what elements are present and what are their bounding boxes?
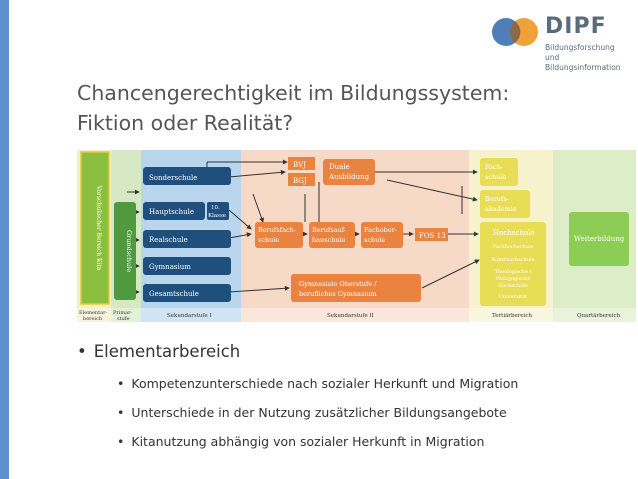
label-berufsfach-2: schule	[258, 236, 280, 244]
sector-label-primar-2: stufe	[117, 316, 130, 322]
bullet-dot-icon: •	[117, 405, 125, 420]
sector-label-tertiaer: Tertiärbereich	[492, 313, 533, 319]
bullet-sub-3	[117, 434, 484, 449]
label-klasse10-1: 10.	[211, 205, 220, 211]
diagram-svg	[77, 150, 636, 322]
slide-accent-bar	[0, 0, 9, 479]
label-klasse10-2: Klasse	[208, 213, 227, 219]
label-realschule: Realschule	[149, 236, 188, 244]
label-hauptschule: Hauptschule	[149, 208, 194, 216]
page-title	[77, 78, 597, 138]
bullet-dot-icon: •	[117, 434, 125, 449]
sector-label-sek1: Sekundarstufe I	[167, 313, 212, 319]
label-gym-oberstufe-2: berufliches Gymnasium	[299, 290, 377, 298]
box-elementar	[81, 152, 109, 304]
hochschule-item: Universität	[498, 294, 528, 300]
sector-label-sek2: Sekundarstufe II	[327, 313, 374, 319]
bullet-main	[77, 342, 240, 361]
sector-label-quartaer: Quartärbereich	[577, 313, 621, 319]
hochschule-item: Hochschule	[498, 283, 528, 289]
sector-label-elementar-2: bereich	[83, 316, 103, 322]
label-duale-2: Ausbildung	[329, 173, 370, 181]
bullet-dot-icon: •	[77, 342, 87, 361]
label-gesamtschule: Gesamtschule	[149, 290, 199, 298]
label-berufsakademie-2: akademie	[485, 205, 517, 213]
label-berufsauf-2: bauschule	[312, 236, 346, 244]
title-line-2: Fiktion oder Realität?	[77, 111, 294, 135]
bullet-main-text: Elementarbereich	[93, 342, 241, 361]
title-line-1: Chancengerechtigkeit im Bildungssystem:	[77, 81, 510, 105]
dipf-logo-mark-icon	[490, 16, 542, 52]
label-fachschule-2: schule	[485, 173, 507, 181]
bullet-sub-2-text: Unterschiede in der Nutzung zusätzlicher Bildungsangebote	[131, 405, 507, 420]
label-fachschule-1: Fach-	[485, 163, 503, 171]
dipf-logo	[490, 10, 630, 72]
logo-subtitle: Bildungsforschung und Bildungsinformation	[545, 43, 621, 72]
bullet-dot-icon: •	[117, 376, 125, 391]
label-grundschule: Grundschule	[125, 229, 133, 273]
label-fos13: FOS 13	[419, 232, 446, 240]
label-berufsakademie-1: Berufs-	[485, 195, 509, 203]
label-hochschule: Hochschule	[493, 229, 535, 237]
sector-label-primar-1: Primar-	[113, 310, 133, 316]
label-weiterbildung: Weiterbildung	[574, 235, 625, 243]
label-gym-oberstufe-1: Gymnasiale Oberstufe /	[299, 280, 377, 288]
hochschule-item: Theologische /	[494, 269, 532, 275]
label-elementar: Vorschulischer Bereich Kita	[95, 185, 102, 271]
bullet-sub-1-text: Kompetenzunterschiede nach sozialer Herkunft und Migration	[131, 376, 519, 391]
label-fachober-2: schule	[364, 236, 386, 244]
label-bgj: BGJ	[293, 177, 307, 185]
hochschule-item: Fachhochschule	[492, 244, 534, 250]
label-sonderschule: Sonderschule	[149, 174, 198, 182]
label-fachober-1: Fachober-	[364, 226, 397, 234]
bullet-sub-2	[117, 405, 507, 420]
label-bvj: BVJ	[293, 161, 307, 169]
education-system-diagram	[77, 150, 636, 322]
logo-name: DIPF	[545, 14, 607, 39]
label-berufsfach-1: Berufsfach-	[258, 226, 296, 234]
label-gymnasium: Gymnasium	[149, 263, 191, 271]
label-duale-1: Duale	[329, 163, 350, 171]
hochschule-item: Kunsthochschule	[491, 257, 535, 263]
sector-label-elementar-1: Elementar-	[79, 310, 108, 316]
bullet-sub-1	[117, 376, 518, 391]
bullet-sub-3-text: Kitanutzung abhängig von sozialer Herkunft in Migration	[131, 434, 485, 449]
label-berufsauf-1: Berufsauf-	[312, 226, 347, 234]
hochschule-item: Pädagogische	[495, 276, 531, 282]
